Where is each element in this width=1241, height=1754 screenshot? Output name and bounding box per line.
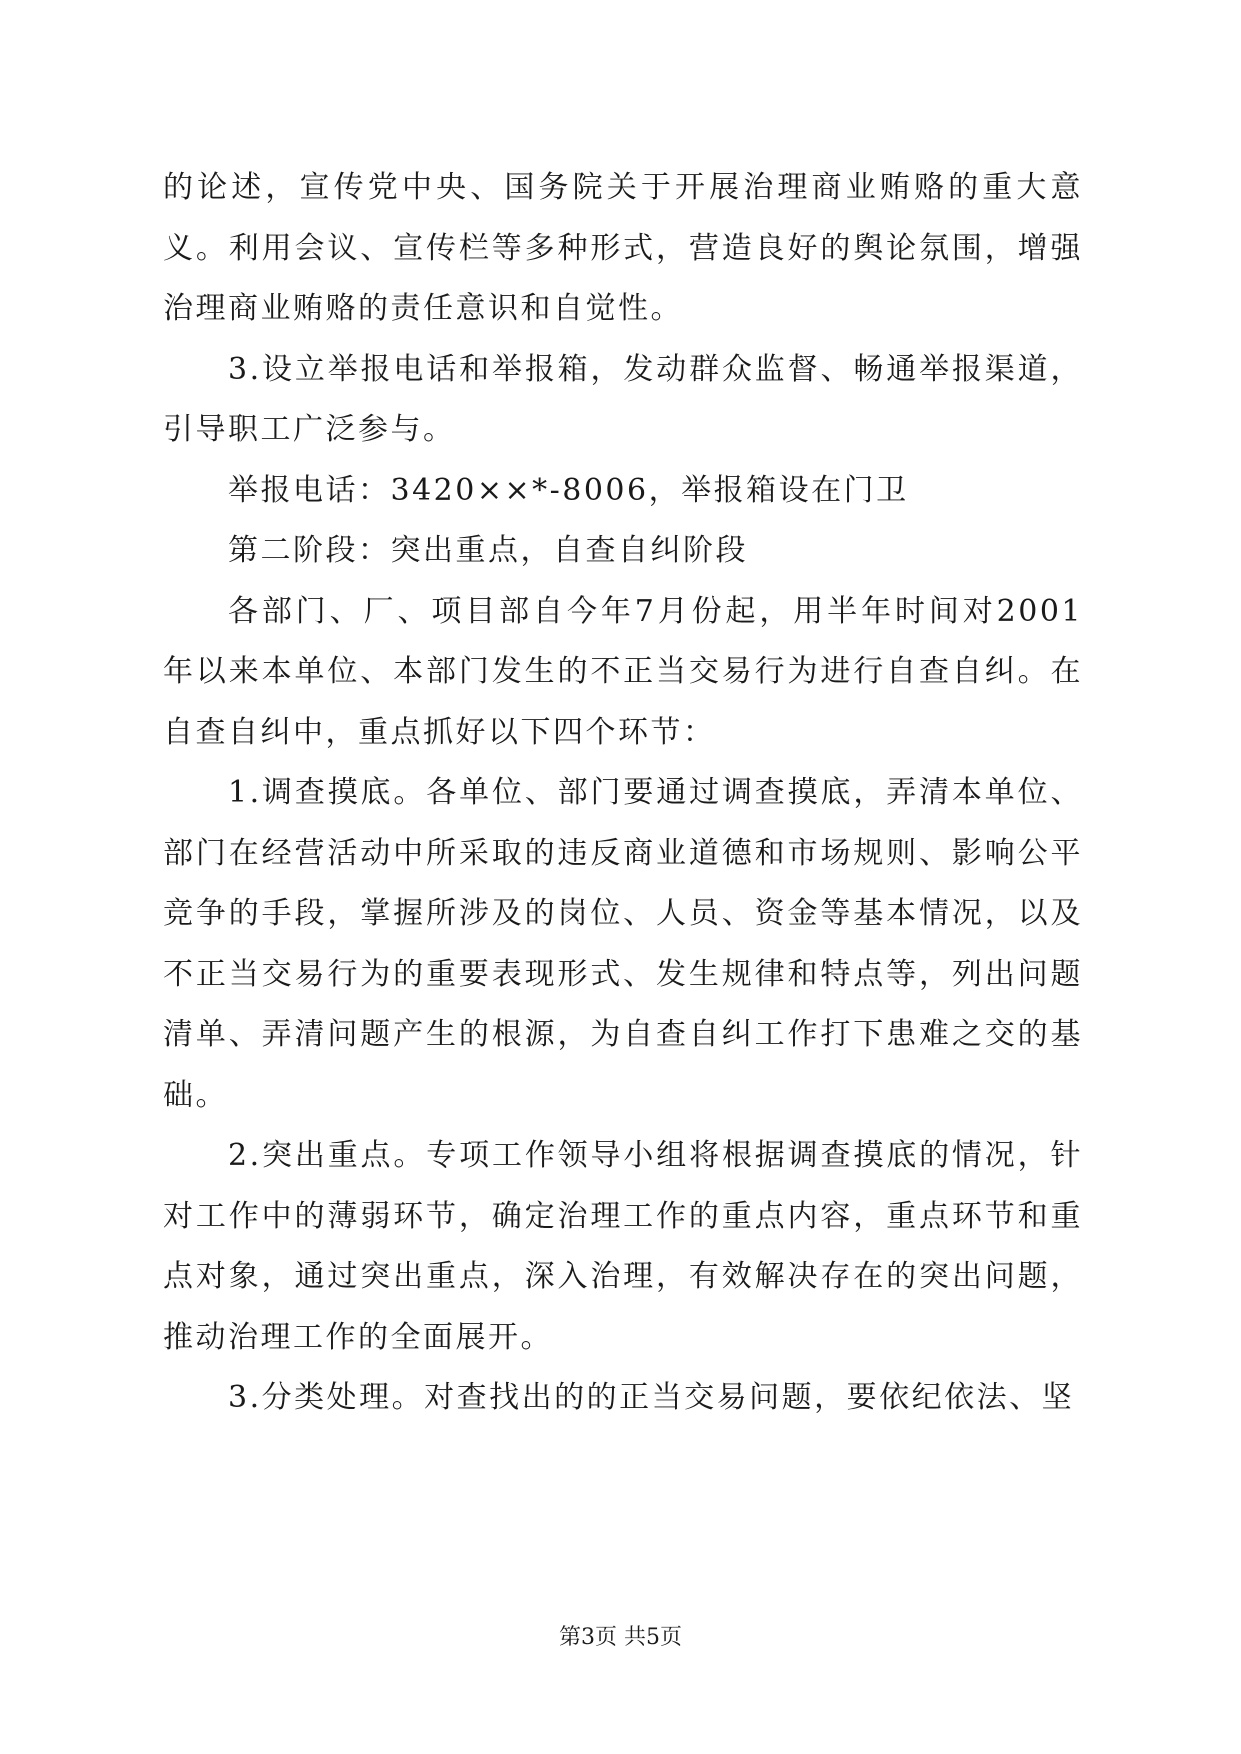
paragraph-7: 2.突出重点。专项工作领导小组将根据调查摸底的情况，针对工作中的薄弱环节，确定治理工作的重点内容，重点环节和重点对象，通过突出重点，深入治理，有效解决存在的突出问题，推动治理工作的全面展开。 xyxy=(163,1138,1083,1355)
paragraph-3: 举报电话：3420××*-8006，举报箱设在门卫 xyxy=(228,472,909,508)
paragraph-6: 1.调查摸底。各单位、部门要通过调查摸底，弄清本单位、部门在经营活动中所采取的违反商业道德和市场规则、影响公平竞争的手段，掌握所涉及的岗位、人员、资金等基本情况，以及不正当交易行为的重要表现形式、发生规律和特点等，列出问题清单、弄清问题产生的根源，为自查自纠工作打下患难之交的基础。 xyxy=(163,775,1083,1113)
document-body xyxy=(163,158,1083,1429)
paragraph-4: 第二阶段：突出重点，自查自纠阶段 xyxy=(228,533,748,568)
paragraph-5: 各部门、厂、项目部自今年7月份起，用半年时间对2001年以来本单位、本部门发生的不正当交易行为进行自查自纠。在自查自纠中，重点抓好以下四个环节： xyxy=(163,593,1083,750)
paragraph-8: 3.分类处理。对查找出的的正当交易问题，要依纪依法、坚 xyxy=(228,1380,1075,1415)
paragraph-1: 的论述，宣传党中央、国务院关于开展治理商业贿赂的重大意义。利用会议、宣传栏等多种形式，营造良好的舆论氛围，增强治理商业贿赂的责任意识和自觉性。 xyxy=(163,170,1083,326)
paragraph-2: 3.设立举报电话和举报箱，发动群众监督、畅通举报渠道，引导职工广泛参与。 xyxy=(163,351,1083,447)
page-footer: 第3页 共5页 xyxy=(559,1625,682,1650)
